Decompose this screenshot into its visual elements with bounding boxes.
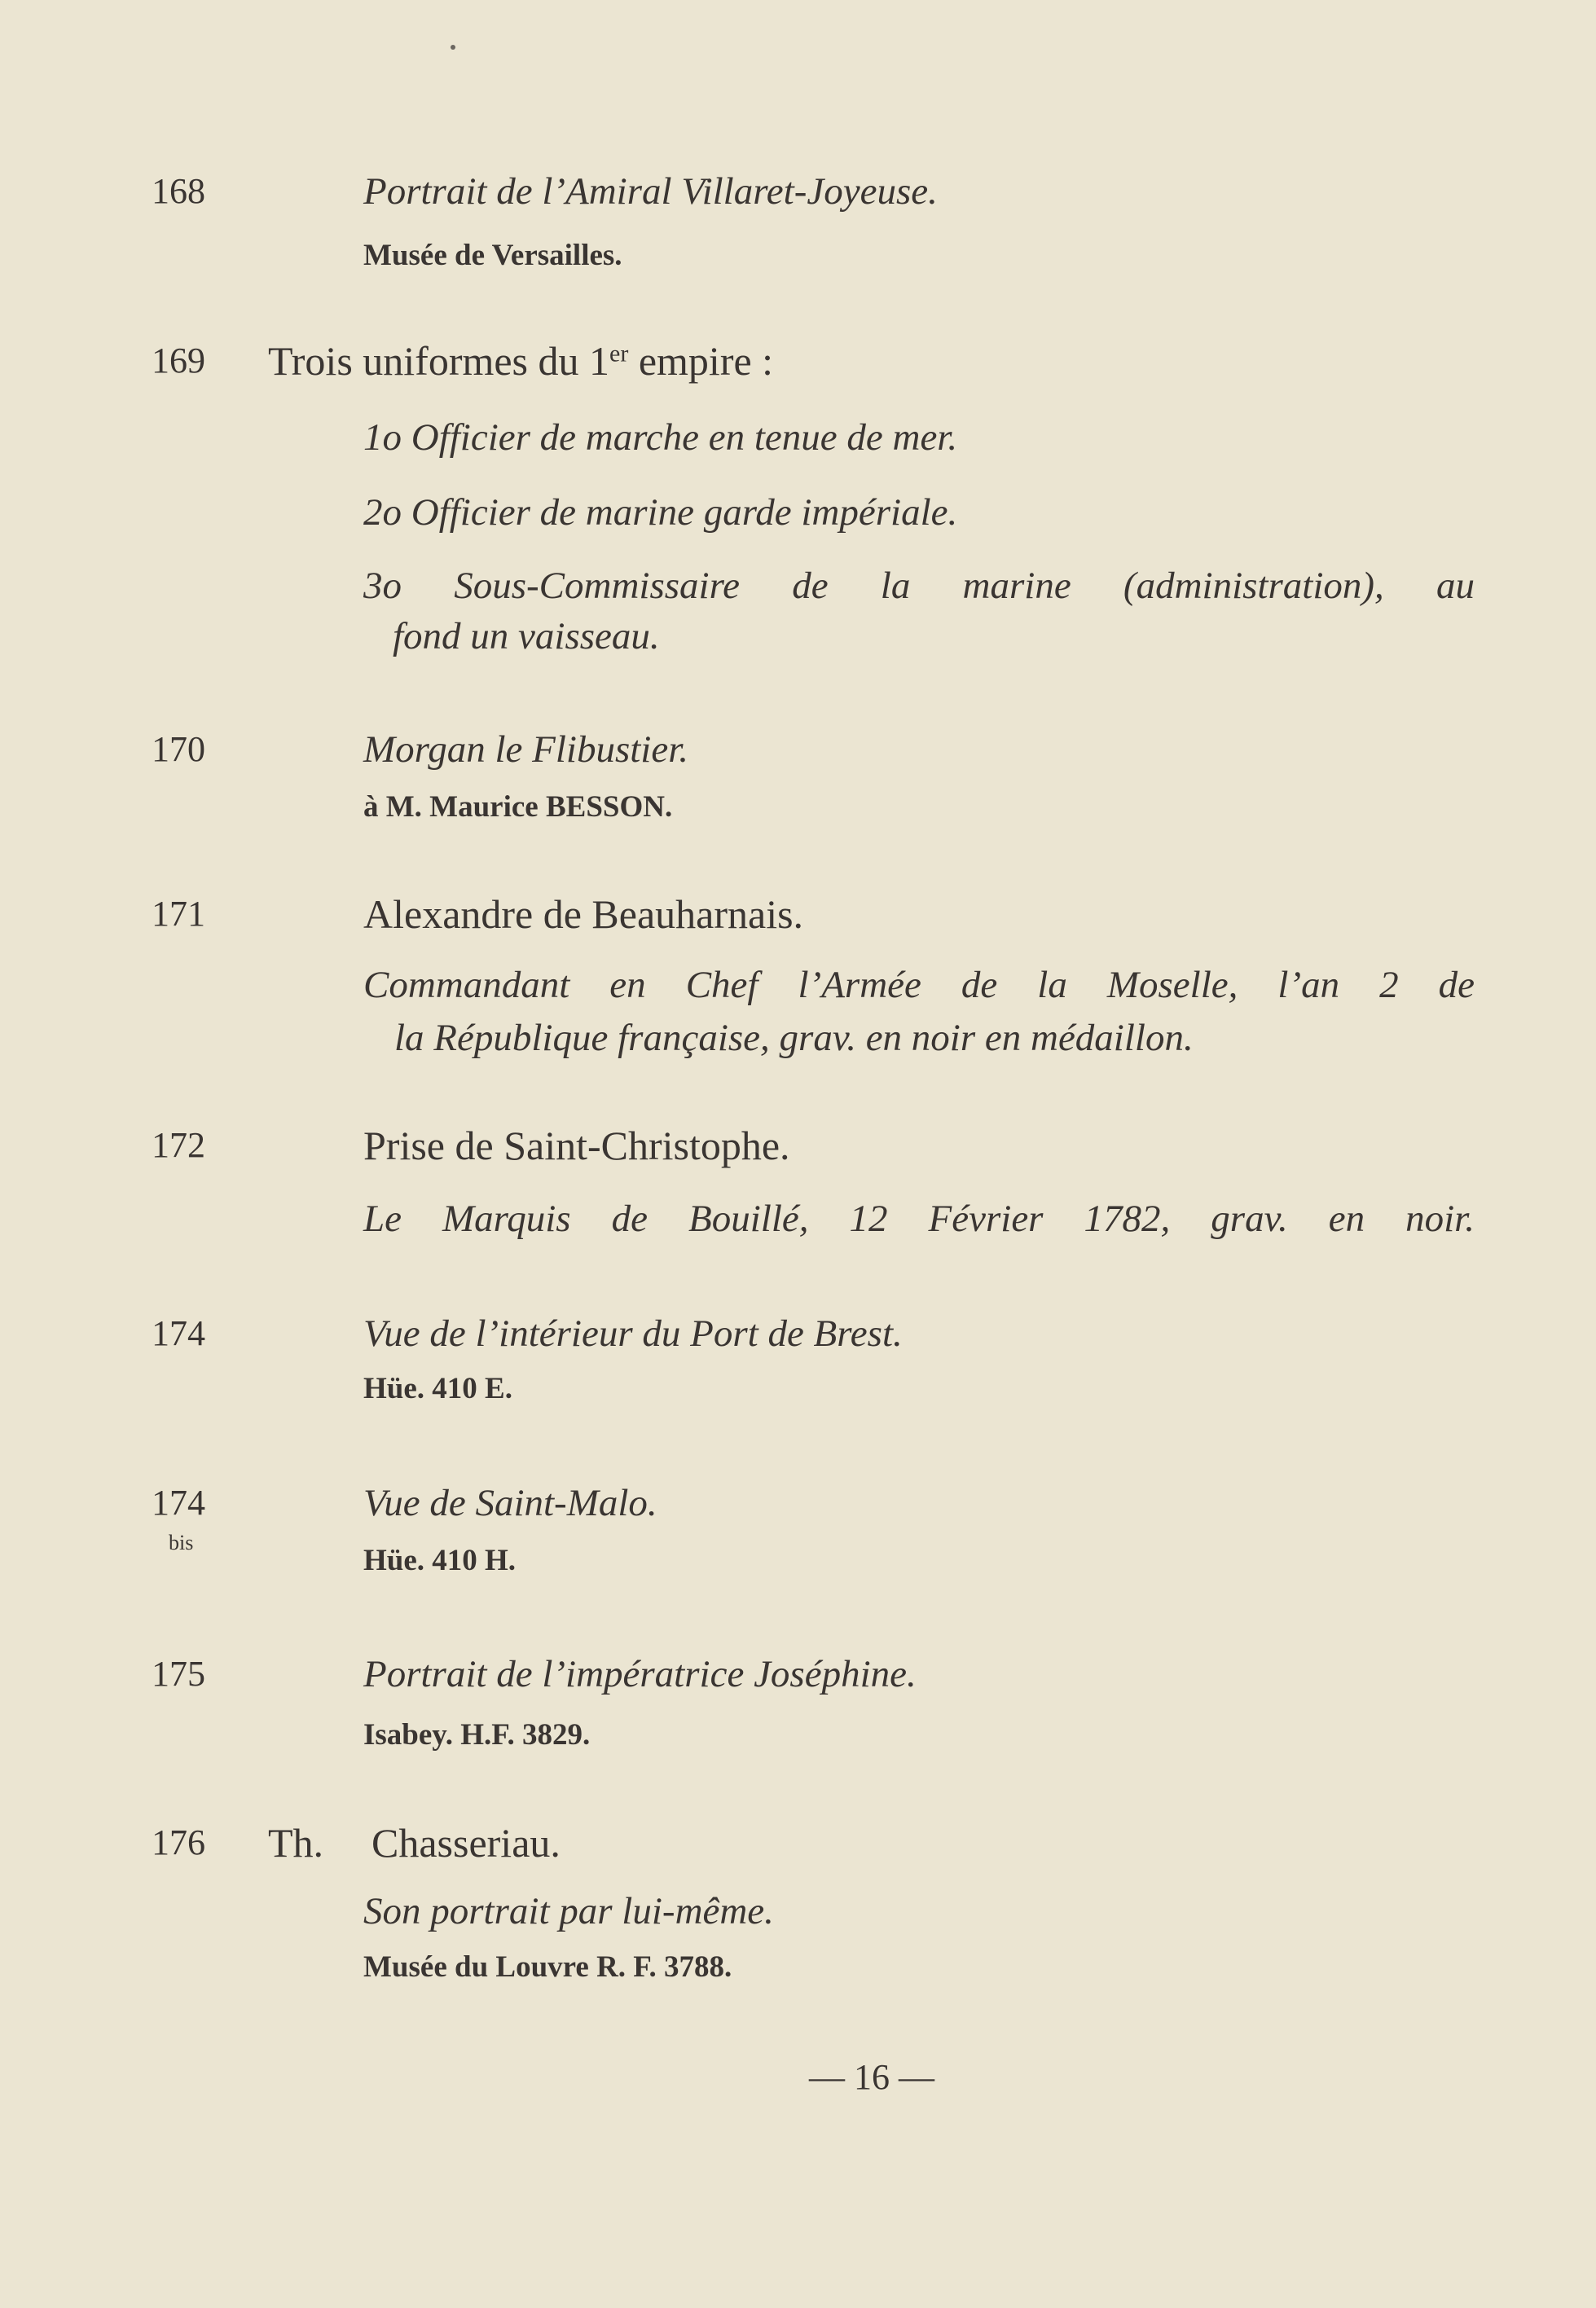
entry-title	[268, 338, 774, 384]
entry-number: 174	[152, 1483, 205, 1523]
entry-number: 175	[152, 1654, 205, 1694]
entry-prefix: Th.	[268, 1820, 324, 1866]
entry-title-text: Trois uniformes du 1	[268, 338, 610, 384]
entry-number: 174	[152, 1313, 205, 1353]
entry-description: Son portrait par lui-même.	[363, 1890, 774, 1932]
entry-item: 3o Sous-Commissaire de la marine (administration), au	[363, 565, 1475, 607]
entry-description: Commandant en Chef l’Armée de la Moselle, l’an 2 de	[363, 964, 1475, 1006]
entry-number: 171	[152, 894, 205, 934]
entry-source: Hüe. 410 E.	[363, 1372, 512, 1405]
page-number: — 16 —	[809, 2057, 934, 2097]
entry-source: Hüe. 410 H.	[363, 1544, 517, 1577]
entry-item: 2o Officier de marine garde impériale.	[363, 491, 958, 534]
entry-number: 172	[152, 1125, 205, 1165]
entry-number: 169	[152, 341, 205, 380]
entry-title: Chasseriau.	[372, 1820, 561, 1866]
entry-title: Portrait de l’impératrice Joséphine.	[363, 1653, 917, 1695]
entry-item-continued: fond un vaisseau.	[393, 615, 660, 657]
superscript: er	[609, 340, 629, 367]
entry-number: 170	[152, 729, 205, 769]
entry-title: Alexandre de Beauharnais.	[363, 891, 804, 937]
entry-description-continued: la République française, grav. en noir en médaillon.	[394, 1017, 1194, 1059]
entry-title: Prise de Saint-Christophe.	[363, 1123, 790, 1168]
entry-number-suffix: bis	[169, 1531, 194, 1554]
entry-item: 1o Officier de marche en tenue de mer.	[363, 416, 958, 459]
entry-title: Morgan le Flibustier.	[363, 728, 689, 771]
entry-title-end: empire :	[628, 338, 774, 384]
entry-source: Musée de Versailles.	[363, 239, 622, 272]
entry-title: Vue de l’intérieur du Port de Brest.	[363, 1312, 903, 1355]
entry-number: 176	[152, 1822, 205, 1862]
entry-number: 168	[152, 171, 205, 211]
entry-title: Portrait de l’Amiral Villaret-Joyeuse.	[363, 170, 938, 213]
entry-description: Le Marquis de Bouillé, 12 Février 1782, grav. en noir.	[363, 1198, 1475, 1240]
paper-speck	[451, 45, 455, 50]
entry-title: Vue de Saint-Malo.	[363, 1482, 657, 1524]
entry-source: Musée du Louvre R. F. 3788.	[363, 1950, 732, 1984]
entry-source: Isabey. H.F. 3829.	[363, 1718, 591, 1752]
entry-source: à M. Maurice BESSON.	[363, 790, 673, 824]
